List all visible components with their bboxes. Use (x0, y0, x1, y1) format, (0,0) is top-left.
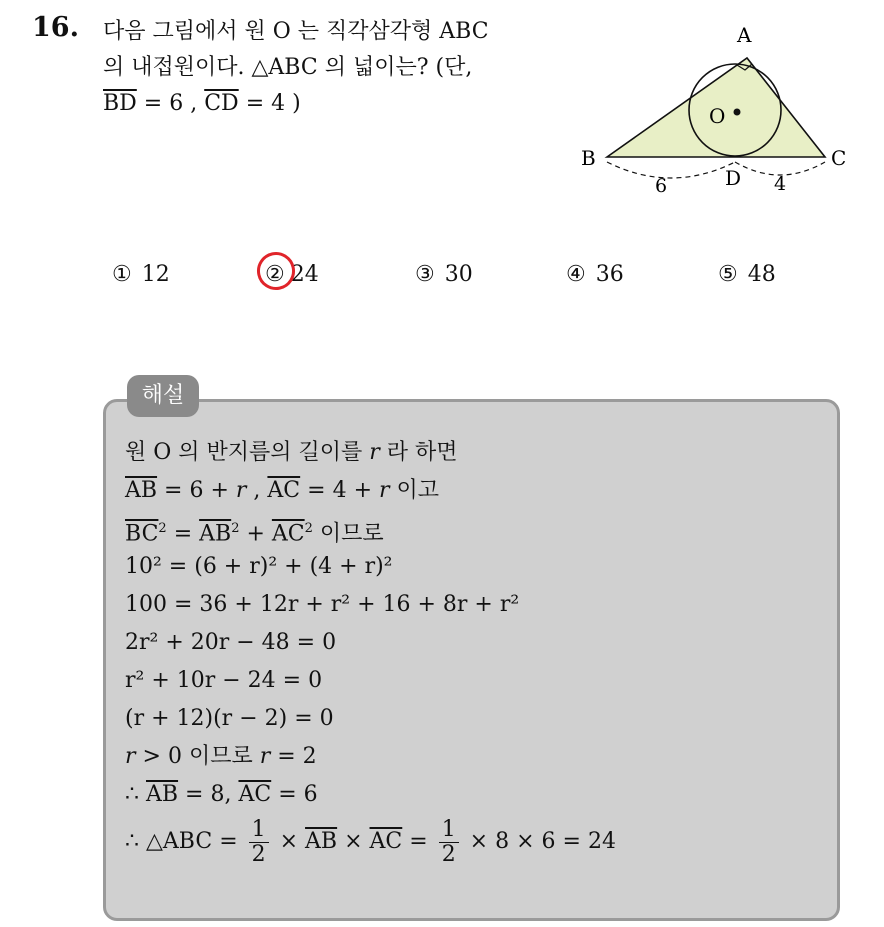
bd-value: = 6 , (136, 91, 205, 116)
length-bd: 6 (655, 175, 668, 197)
label-c: C (831, 146, 847, 170)
solution-line-10: ∴ $\overline{AB} = 8$, $\overline{AC} = 6$ (125, 782, 318, 807)
choice-1-value: 12 (141, 262, 170, 287)
solution-line-4: 10² = (6 + r)² + (4 + r)² (125, 554, 393, 579)
question-number: 16. (32, 12, 79, 43)
choice-2-value: 24 (290, 262, 319, 287)
choice-5-value: 48 (747, 262, 776, 287)
length-dc: 4 (774, 173, 787, 195)
choice-5[interactable] (718, 262, 776, 287)
choice-3-value: 30 (444, 262, 473, 287)
solution-line-11: ∴ △ABC = $\frac{1}{2}$ × $\overline{AB} \times \overline{AC}$ = $\frac{1}{2}$ × 8 × 6 = 24 (125, 816, 616, 867)
solution-line-5: 100 = 36 + 12r + r² + 16 + 8r + r² (125, 592, 520, 617)
solution-line-3: $\overline{BC}^2 = \overline{AB}^2 + \overline{AC}^2$ 이므로 (125, 521, 384, 547)
choice-1[interactable] (112, 262, 170, 287)
solution-line-9: r > 0 이므로 r = 2 (125, 744, 317, 769)
question-line-1: 다음 그림에서 원 O 는 직각삼각형 ABC (103, 19, 489, 44)
label-d: D (725, 166, 742, 190)
segment-bd: $\overline{BD}$ (103, 91, 137, 116)
choice-5-mark: ⑤ (718, 262, 738, 287)
choice-4-value: 36 (595, 262, 624, 287)
triangle-figure (575, 22, 860, 202)
question-line-3 (103, 86, 563, 122)
choice-4-mark: ④ (566, 262, 586, 287)
choice-1-mark: ① (112, 262, 132, 287)
fraction-half-1: $\frac{1}{2}$ (249, 818, 269, 867)
solution-line-8: (r + 12)(r − 2) = 0 (125, 706, 334, 731)
solution-line-7: r² + 10r − 24 = 0 (125, 668, 323, 693)
center-dot (734, 109, 741, 116)
question-text (103, 14, 563, 122)
choice-3-mark: ③ (415, 262, 435, 287)
arc-bd (607, 162, 735, 178)
fraction-half-2: $\frac{1}{2}$ (439, 818, 459, 867)
solution-line-6: 2r² + 20r − 48 = 0 (125, 630, 337, 655)
choice-2[interactable] (265, 262, 319, 287)
answer-choices (0, 262, 884, 298)
solution-tag: 해설 (127, 375, 199, 417)
question-line-2: 의 내접원이다. △ABC 의 넓이는? (단, (103, 55, 473, 80)
choice-2-mark: ② (265, 262, 285, 287)
solution-line-1: 원 O 의 반지름의 길이를 r 라 하면 (125, 440, 458, 465)
cd-value: = 4 ) (238, 91, 301, 116)
choice-3[interactable] (415, 262, 473, 287)
solution-lines (125, 434, 616, 870)
label-a: A (737, 23, 752, 47)
label-o: O (709, 104, 726, 128)
choice-4[interactable] (566, 262, 624, 287)
label-b: B (581, 146, 596, 170)
segment-cd: $\overline{CD}$ (204, 91, 239, 116)
solution-line-2: $\overline{AB} = 6 + r$ , $\overline{AC} = 4 + r$ 이고 (125, 478, 440, 503)
